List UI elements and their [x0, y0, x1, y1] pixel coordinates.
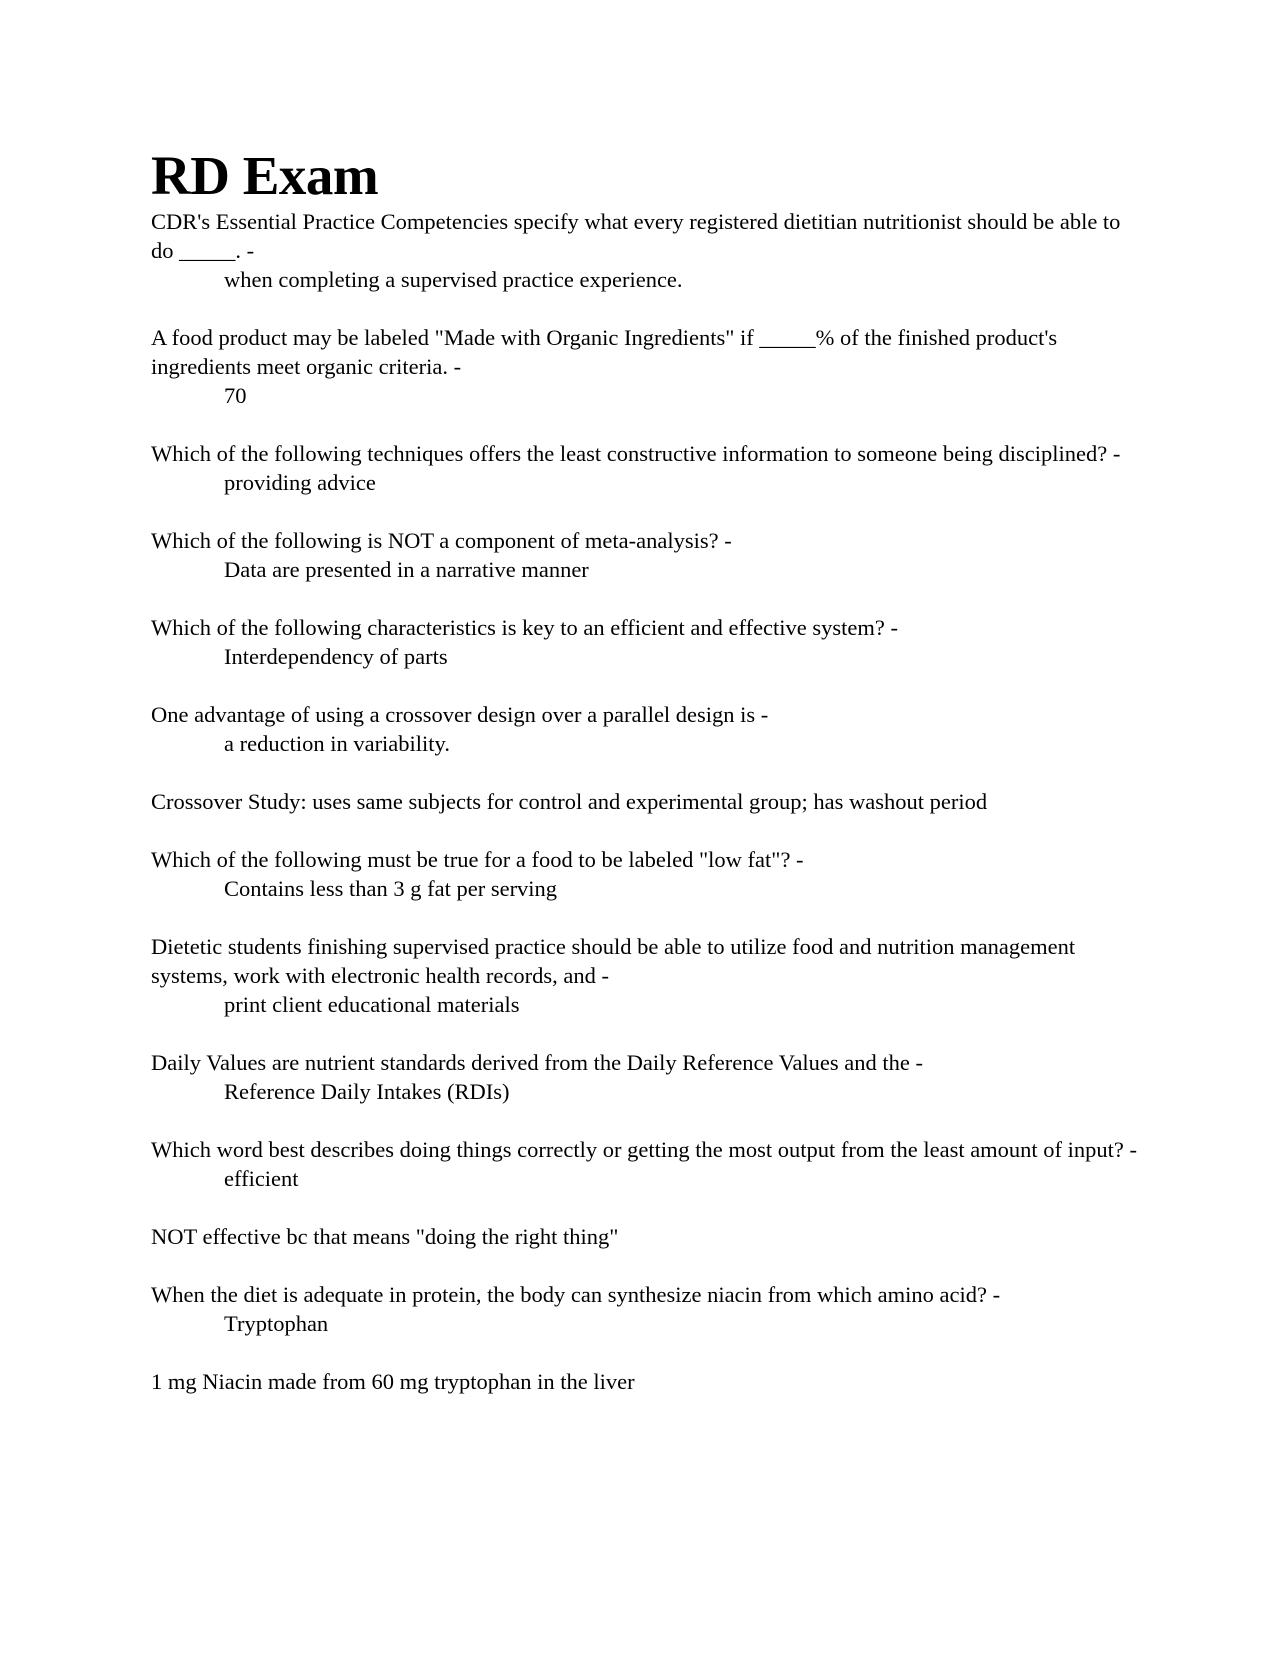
question-text: Dietetic students finishing supervised practice should be able to utilize food and nutrition management systems, work with electronic health records, and -: [151, 934, 1076, 988]
answer-text: when completing a supervised practice experience.: [224, 267, 683, 292]
question-text: Which of the following is NOT a component of meta-analysis? -: [151, 528, 732, 553]
qa-item: [151, 526, 1141, 584]
question-text: A food product may be labeled "Made with Organic Ingredients" if _____% of the finished product's ingredients meet organic criteria. -: [151, 325, 1058, 379]
question-text: Which word best describes doing things correctly or getting the most output from the least amount of input? -: [151, 1137, 1138, 1162]
document-page: [151, 145, 1141, 1425]
page-title: RD Exam: [151, 145, 379, 206]
answer-text: Contains less than 3 g fat per serving: [224, 876, 558, 901]
answer-text: Data are presented in a narrative manner: [224, 557, 589, 582]
note-text: NOT effective bc that means "doing the right thing": [151, 1224, 619, 1249]
answer-text: Tryptophan: [224, 1311, 329, 1336]
question-text: Daily Values are nutrient standards derived from the Daily Reference Values and the -: [151, 1050, 924, 1075]
note-text: 1 mg Niacin made from 60 mg tryptophan in the liver: [151, 1369, 635, 1394]
qa-item: [151, 439, 1141, 497]
question-text: When the diet is adequate in protein, the body can synthesize niacin from which amino acid? -: [151, 1282, 1001, 1307]
qa-item: [151, 613, 1141, 671]
qa-list: [151, 207, 1141, 1396]
qa-item: [151, 207, 1141, 294]
question-text: CDR's Essential Practice Competencies specify what every registered dietitian nutritionist should be able to do _____. -: [151, 209, 1121, 263]
answer-text: efficient: [224, 1166, 299, 1191]
answer-text: a reduction in variability.: [224, 731, 450, 756]
answer-text: 70: [224, 383, 247, 408]
answer-text: providing advice: [224, 470, 376, 495]
note-text: Crossover Study: uses same subjects for control and experimental group; has washout period: [151, 789, 988, 814]
answer-text: print client educational materials: [224, 992, 520, 1017]
qa-item: [151, 323, 1141, 410]
qa-item: [151, 932, 1141, 1019]
question-text: Which of the following must be true for a food to be labeled "low fat"? -: [151, 847, 804, 872]
question-text: One advantage of using a crossover design over a parallel design is -: [151, 702, 769, 727]
question-text: Which of the following characteristics is key to an efficient and effective system? -: [151, 615, 899, 640]
qa-item: [151, 1048, 1141, 1106]
question-text: Which of the following techniques offers the least constructive information to someone being disciplined? -: [151, 441, 1121, 466]
answer-text: Interdependency of parts: [224, 644, 448, 669]
qa-item: [151, 700, 1141, 758]
qa-item: [151, 1135, 1141, 1193]
answer-text: Reference Daily Intakes (RDIs): [224, 1079, 510, 1104]
qa-item: [151, 1280, 1141, 1338]
qa-item: [151, 845, 1141, 903]
